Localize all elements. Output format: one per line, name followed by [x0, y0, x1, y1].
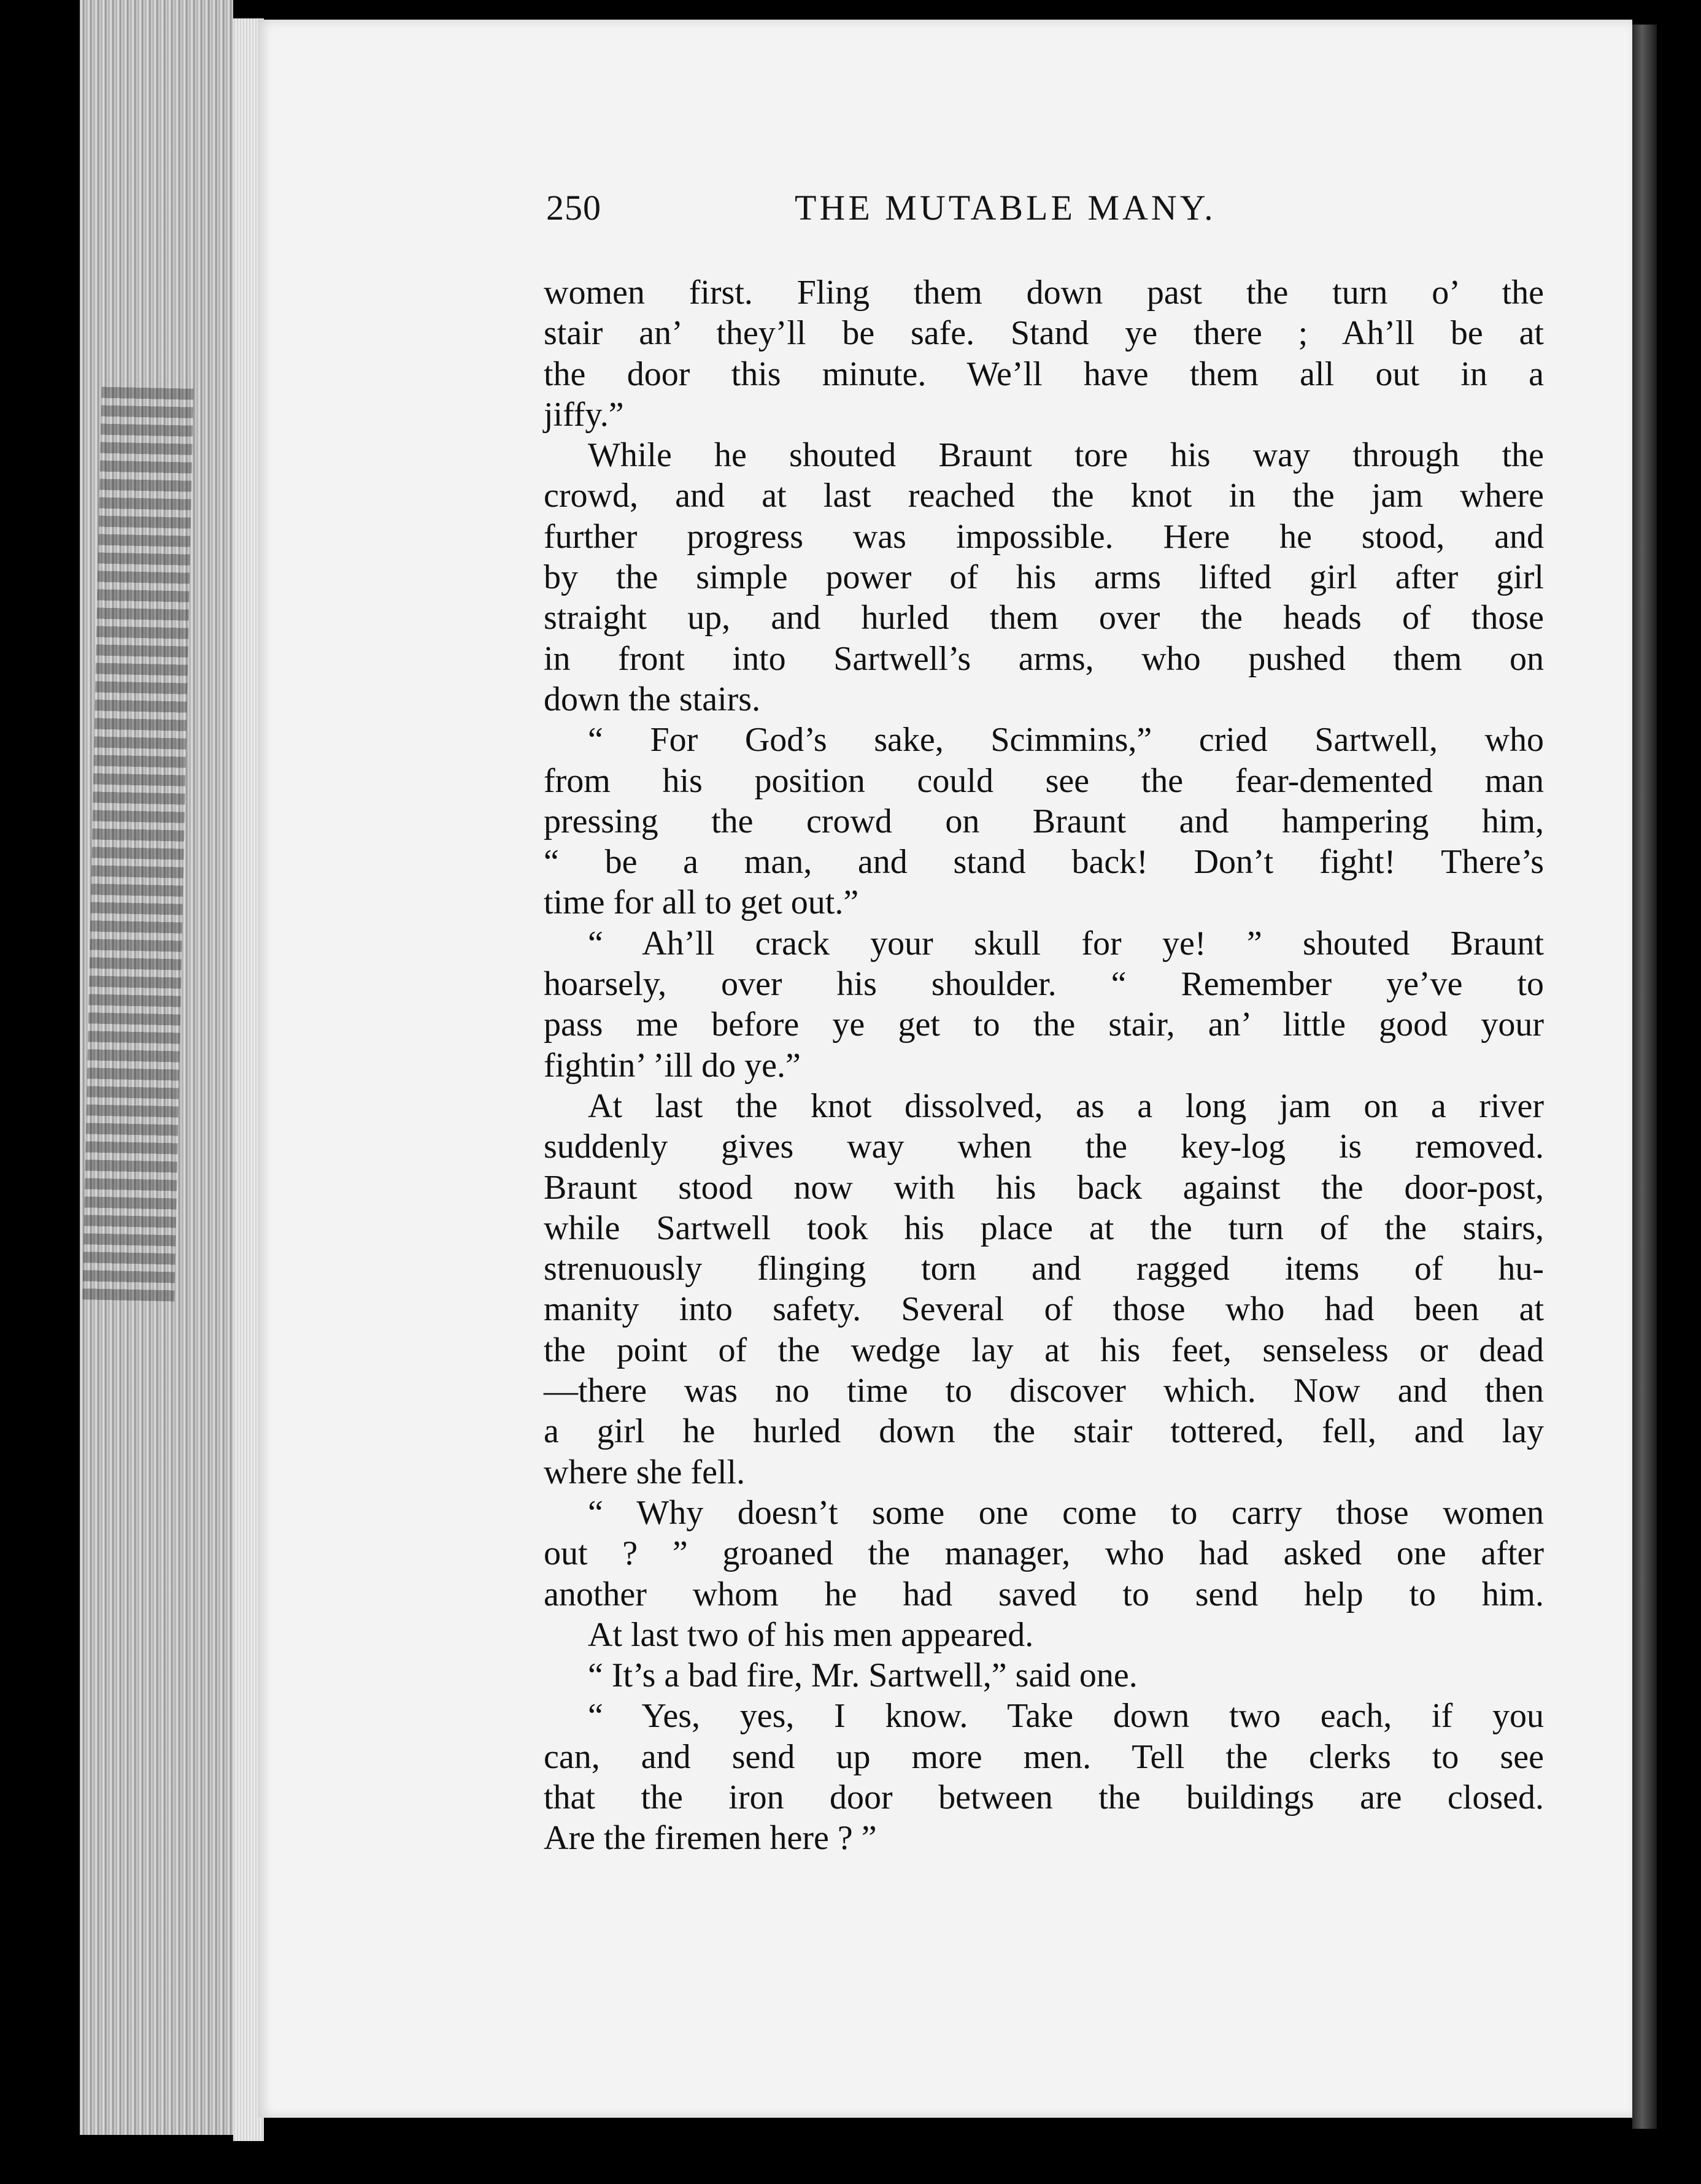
text-line: can, and send up more men. Tell the clerks to see [544, 1737, 1544, 1776]
text-line: While he shouted Braunt tore his way through the [588, 436, 1544, 475]
facing-page-edge [1632, 25, 1657, 2129]
text-line: where she fell. [544, 1453, 746, 1491]
text-line: stair an’ they’ll be safe. Stand ye there ; Ah’ll be at [544, 314, 1544, 353]
text-line: “ Why doesn’t some one come to carry those women [588, 1493, 1544, 1532]
text-line: while Sartwell took his place at the turn of the stairs, [544, 1209, 1544, 1247]
text-line: “ Ah’ll crack your skull for ye! ” shouted Braunt [588, 924, 1544, 963]
text-line: At last the knot dissolved, as a long jam on a river [588, 1086, 1544, 1125]
text-line: “ Yes, yes, I know. Take down two each, if you [588, 1697, 1544, 1736]
text-line: strenuously flinging torn and ragged items of hu- [544, 1250, 1544, 1288]
running-head [546, 187, 1338, 230]
text-line: by the simple power of his arms lifted girl after girl [544, 558, 1544, 597]
text-line: Braunt stood now with his back against the door-post, [544, 1168, 1544, 1207]
text-line: in front into Sartwell’s arms, who pushed them on [544, 639, 1544, 678]
page-number: 250 [546, 188, 601, 228]
text-line: fightin’ ’ill do ye.” [544, 1046, 801, 1085]
text-line: time for all to get out.” [544, 883, 859, 922]
text-line: manity into safety. Several of those who had been at [544, 1290, 1544, 1329]
text-line: pressing the crowd on Braunt and hampering him, [544, 802, 1544, 840]
running-title: THE MUTABLE MANY. [795, 188, 1216, 228]
text-line: down the stairs. [544, 680, 761, 718]
text-line: “ be a man, and stand back! Don’t fight! There’s [544, 843, 1544, 882]
text-line: out ? ” groaned the manager, who had asked one after [544, 1534, 1544, 1573]
text-line: —there was no time to discover which. Now and then [544, 1372, 1544, 1410]
text-line: a girl he hurled down the stair tottered, fell, and lay [544, 1412, 1544, 1451]
text-line: women first. Fling them down past the turn o’ the [544, 274, 1544, 312]
text-line: further progress was impossible. Here he stood, and [544, 517, 1544, 556]
body-text [544, 272, 1544, 1859]
text-line: pass me before ye get to the stair, an’ little good your [544, 1005, 1544, 1044]
text-line: Are the firemen here ? ” [544, 1819, 877, 1858]
text-line: At last two of his men appeared. [588, 1615, 1034, 1654]
text-line: the point of the wedge lay at his feet, senseless or dead [544, 1331, 1544, 1369]
text-line: the door this minute. We’ll have them all out in a [544, 355, 1544, 393]
text-line: “ It’s a bad fire, Mr. Sartwell,” said one. [588, 1656, 1138, 1695]
text-line: hoarsely, over his shoulder. “ Remember ye’ve to [544, 965, 1544, 1004]
text-line: crowd, and at last reached the knot in the jam where [544, 477, 1544, 515]
text-line: straight up, and hurled them over the heads of those [544, 599, 1544, 637]
text-line: jiffy.” [544, 395, 624, 434]
text-line: “ For God’s sake, Scimmins,” cried Sartwell, who [588, 721, 1544, 759]
text-line: from his position could see the fear-demented man [544, 761, 1544, 800]
text-line: suddenly gives way when the key-log is removed. [544, 1128, 1544, 1166]
text-line: another whom he had saved to send help to him. [544, 1575, 1544, 1613]
text-line: that the iron door between the buildings are closed. [544, 1778, 1544, 1817]
edge-stamp-marks [82, 380, 193, 1302]
